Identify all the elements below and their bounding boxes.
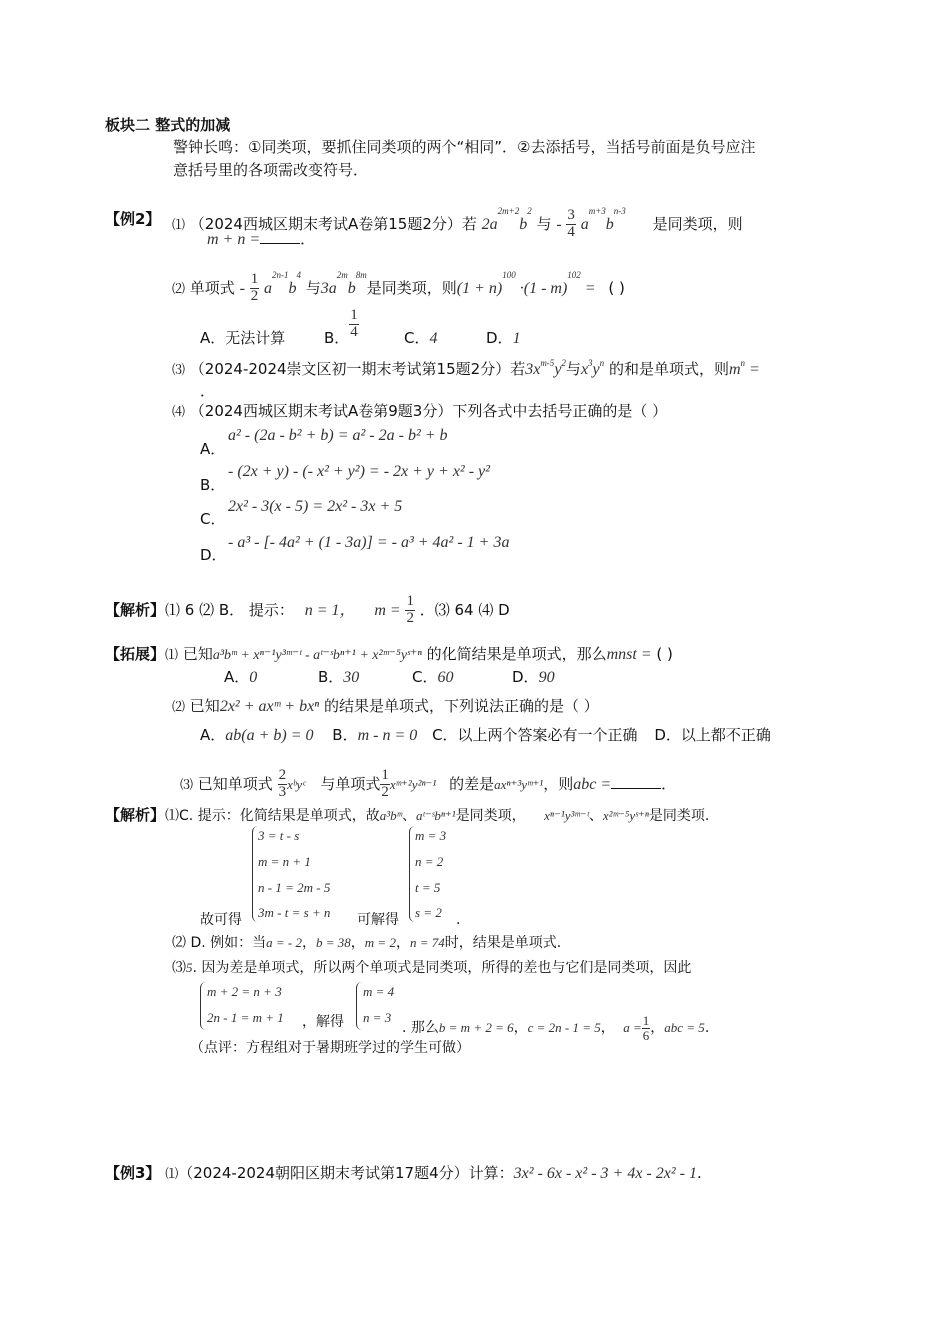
- solution-line-3: ⑶5. 因为差是单项式，所以两个单项式是同类项，所得的差也与它们是同类项，因此: [172, 960, 692, 976]
- ex2-answer: 【解析】⑴ 6 ⑵ B． 提示： n = 1， m = $\frac{1}{2}$ ．⑶ 64 ⑷ D: [105, 593, 510, 626]
- sys2-eq-1: m = 3: [415, 828, 447, 843]
- solution-line-1: 【解析】⑴C. 提示：化简结果是单项式，故a³bᵐ、aᵗ⁻ˢbⁿ⁺¹是同类项， xⁿ⁻¹y³ᵐ⁻ᵗ、x²ᵐ⁻⁵yˢ⁺ⁿ是同类项.: [105, 806, 710, 824]
- sys4-eq-1: m = 4: [363, 984, 395, 999]
- ex2-q3-dot: ．: [200, 382, 216, 400]
- sys1-eq-3: n - 1 = 2m - 5: [258, 880, 331, 895]
- example-2-label: 【例2】: [105, 210, 161, 228]
- ex2-q4-option-d-label: D．: [200, 546, 227, 564]
- ex2-q2: ⑵ 单项式 - $\frac{1}{2}$ $a^{2n-1}b^4$ 与$3a^{2m}b^{8m}$是同类项，则$(1 + n)^{100} \cdot(1 - m)^{102}$ = ( ): [172, 270, 625, 304]
- sys3-eq-1: m + 2 = n + 3: [207, 984, 282, 999]
- sol-line1-dot: .: [456, 912, 461, 928]
- ex2-q2-option-a: A．无法计算: [200, 329, 286, 347]
- sys3-eq-2: 2n - 1 = m + 1: [207, 1010, 284, 1025]
- fraction-3-4: $\frac{3}{4}$: [567, 207, 575, 240]
- sol-gu-ke-de: 故可得: [200, 912, 242, 928]
- ex2-q4-option-c-label: C．: [200, 510, 226, 528]
- sol-jie-de: ，解得: [302, 1014, 344, 1030]
- sys1-eq-2: m = n + 1: [258, 854, 311, 869]
- ex2-q1-line2: m + n = ．: [207, 230, 316, 248]
- ex2-q4-option-a-expr: a² - (2a - b² + b) = a² - 2a - b² + b: [228, 427, 448, 444]
- ext-q1-option-b: B．30: [318, 668, 360, 686]
- extension-q2: ⑵ 已知2x² + axᵐ + bxⁿ 的结果是单项式，下列说法正确的是（ ）: [172, 697, 599, 715]
- ex2-q4-option-b-label: B．: [200, 476, 226, 494]
- solution-note: （点评：方程组对于暑期班学过的学生可做）: [190, 1040, 470, 1056]
- ex2-q4: ⑷ （2024西城区期末考试A卷第9题3分）下列各式中去括号正确的是（ ）: [172, 402, 668, 420]
- solution-line-3-tail: . 那么b = m + 2 = 6，c = 2n - 1 = 5， a = $\frac{1}{6}$ ，abc = 5.: [402, 1013, 710, 1043]
- ex2-q2-option-b: B． $\frac{1}{4}$: [324, 307, 358, 347]
- solution-line-2: ⑵ D. 例如：当a = - 2，b = 38，m = 2，n = 74时，结果是单项式.: [172, 935, 562, 951]
- ext-q1-option-c: C．60: [412, 668, 454, 686]
- ex2-q4-option-b-expr: - (2x + y) - (- x² + y²) = - 2x + y + x² - y²: [228, 463, 490, 480]
- example-3: 【例3】 ⑴（2024-2024朝阳区期末考试第17题4分）计算：3x² - 6x - x² - 3 + 4x - 2x² - 1.: [105, 1164, 702, 1182]
- ex2-q2-option-d: D．1: [486, 329, 521, 347]
- sys2-eq-2: n = 2: [415, 854, 444, 869]
- ext-q1-option-a: A．0: [224, 668, 258, 686]
- sol-ke-jie-de: 可解得: [357, 912, 399, 928]
- section-title: 板块二 整式的加减: [105, 116, 231, 134]
- sys2-eq-4: s = 2: [415, 905, 442, 920]
- ex2-q2-option-c: C．4: [404, 329, 438, 347]
- sys1-eq-1: 3 = t - s: [258, 828, 300, 843]
- ex2-q4-option-d-expr: - a³ - [- 4a² + (1 - 3a)] = - a³ + 4a² - 1 + 3a: [228, 534, 510, 551]
- sys2-eq-3: t = 5: [415, 880, 441, 895]
- extension-q3: ⑶ 已知单项式 $\frac{2}{3}$ xᵇyᶜ 与单项式 $\frac{1}{2}$ xᵐ⁺²y²ⁿ⁻¹ 的差是axⁿ⁺³yᵐ⁺¹，则abc = ．: [180, 767, 677, 800]
- extension-q1: 【拓展】⑴ 已知a³bᵐ + xⁿ⁻¹y³ᵐ⁻ᵗ - aᵗ⁻ˢbⁿ⁺¹ + x²ᵐ⁻⁵yˢ⁺ⁿ 的化简结果是单项式，那么mnst = ( ): [105, 645, 673, 663]
- warning-line-1: 警钟长鸣：①同类项，要抓住同类项的两个“相同”．②去添括号，当括号前面是负号应注: [173, 138, 756, 156]
- sys4-eq-2: n = 3: [363, 1010, 392, 1025]
- sys1-eq-4: 3m - t = s + n: [258, 905, 331, 920]
- ext-q1-option-d: D．90: [512, 668, 555, 686]
- ex2-q3: ⑶ （2024-2024崇文区初一期末考试第15题2分）若$3x^{m-5}y^2$与$x^3y^n$ 的和是单项式，则$m^n$ =: [172, 358, 760, 378]
- ex2-q4-option-c-expr: 2x² - 3(x - 5) = 2x² - 3x + 5: [228, 498, 403, 515]
- ex2-q4-option-a-label: A．: [200, 440, 226, 458]
- ex2-q1: ⑴ （2024西城区期末考试A卷第15题2分）若 $2a^{2m+2}b^2$ 与 - $\frac{3}{4}$ $a^{m+3}b^{n-3}$ 是同类项，则: [172, 206, 743, 240]
- warning-line-2: 意括号里的各项需改变符号．: [173, 161, 369, 179]
- ext-q2-options: A．ab(a + b) = 0 B．m - n = 0 C．以上两个答案必有一个正确 D．以上都不正确: [200, 726, 771, 744]
